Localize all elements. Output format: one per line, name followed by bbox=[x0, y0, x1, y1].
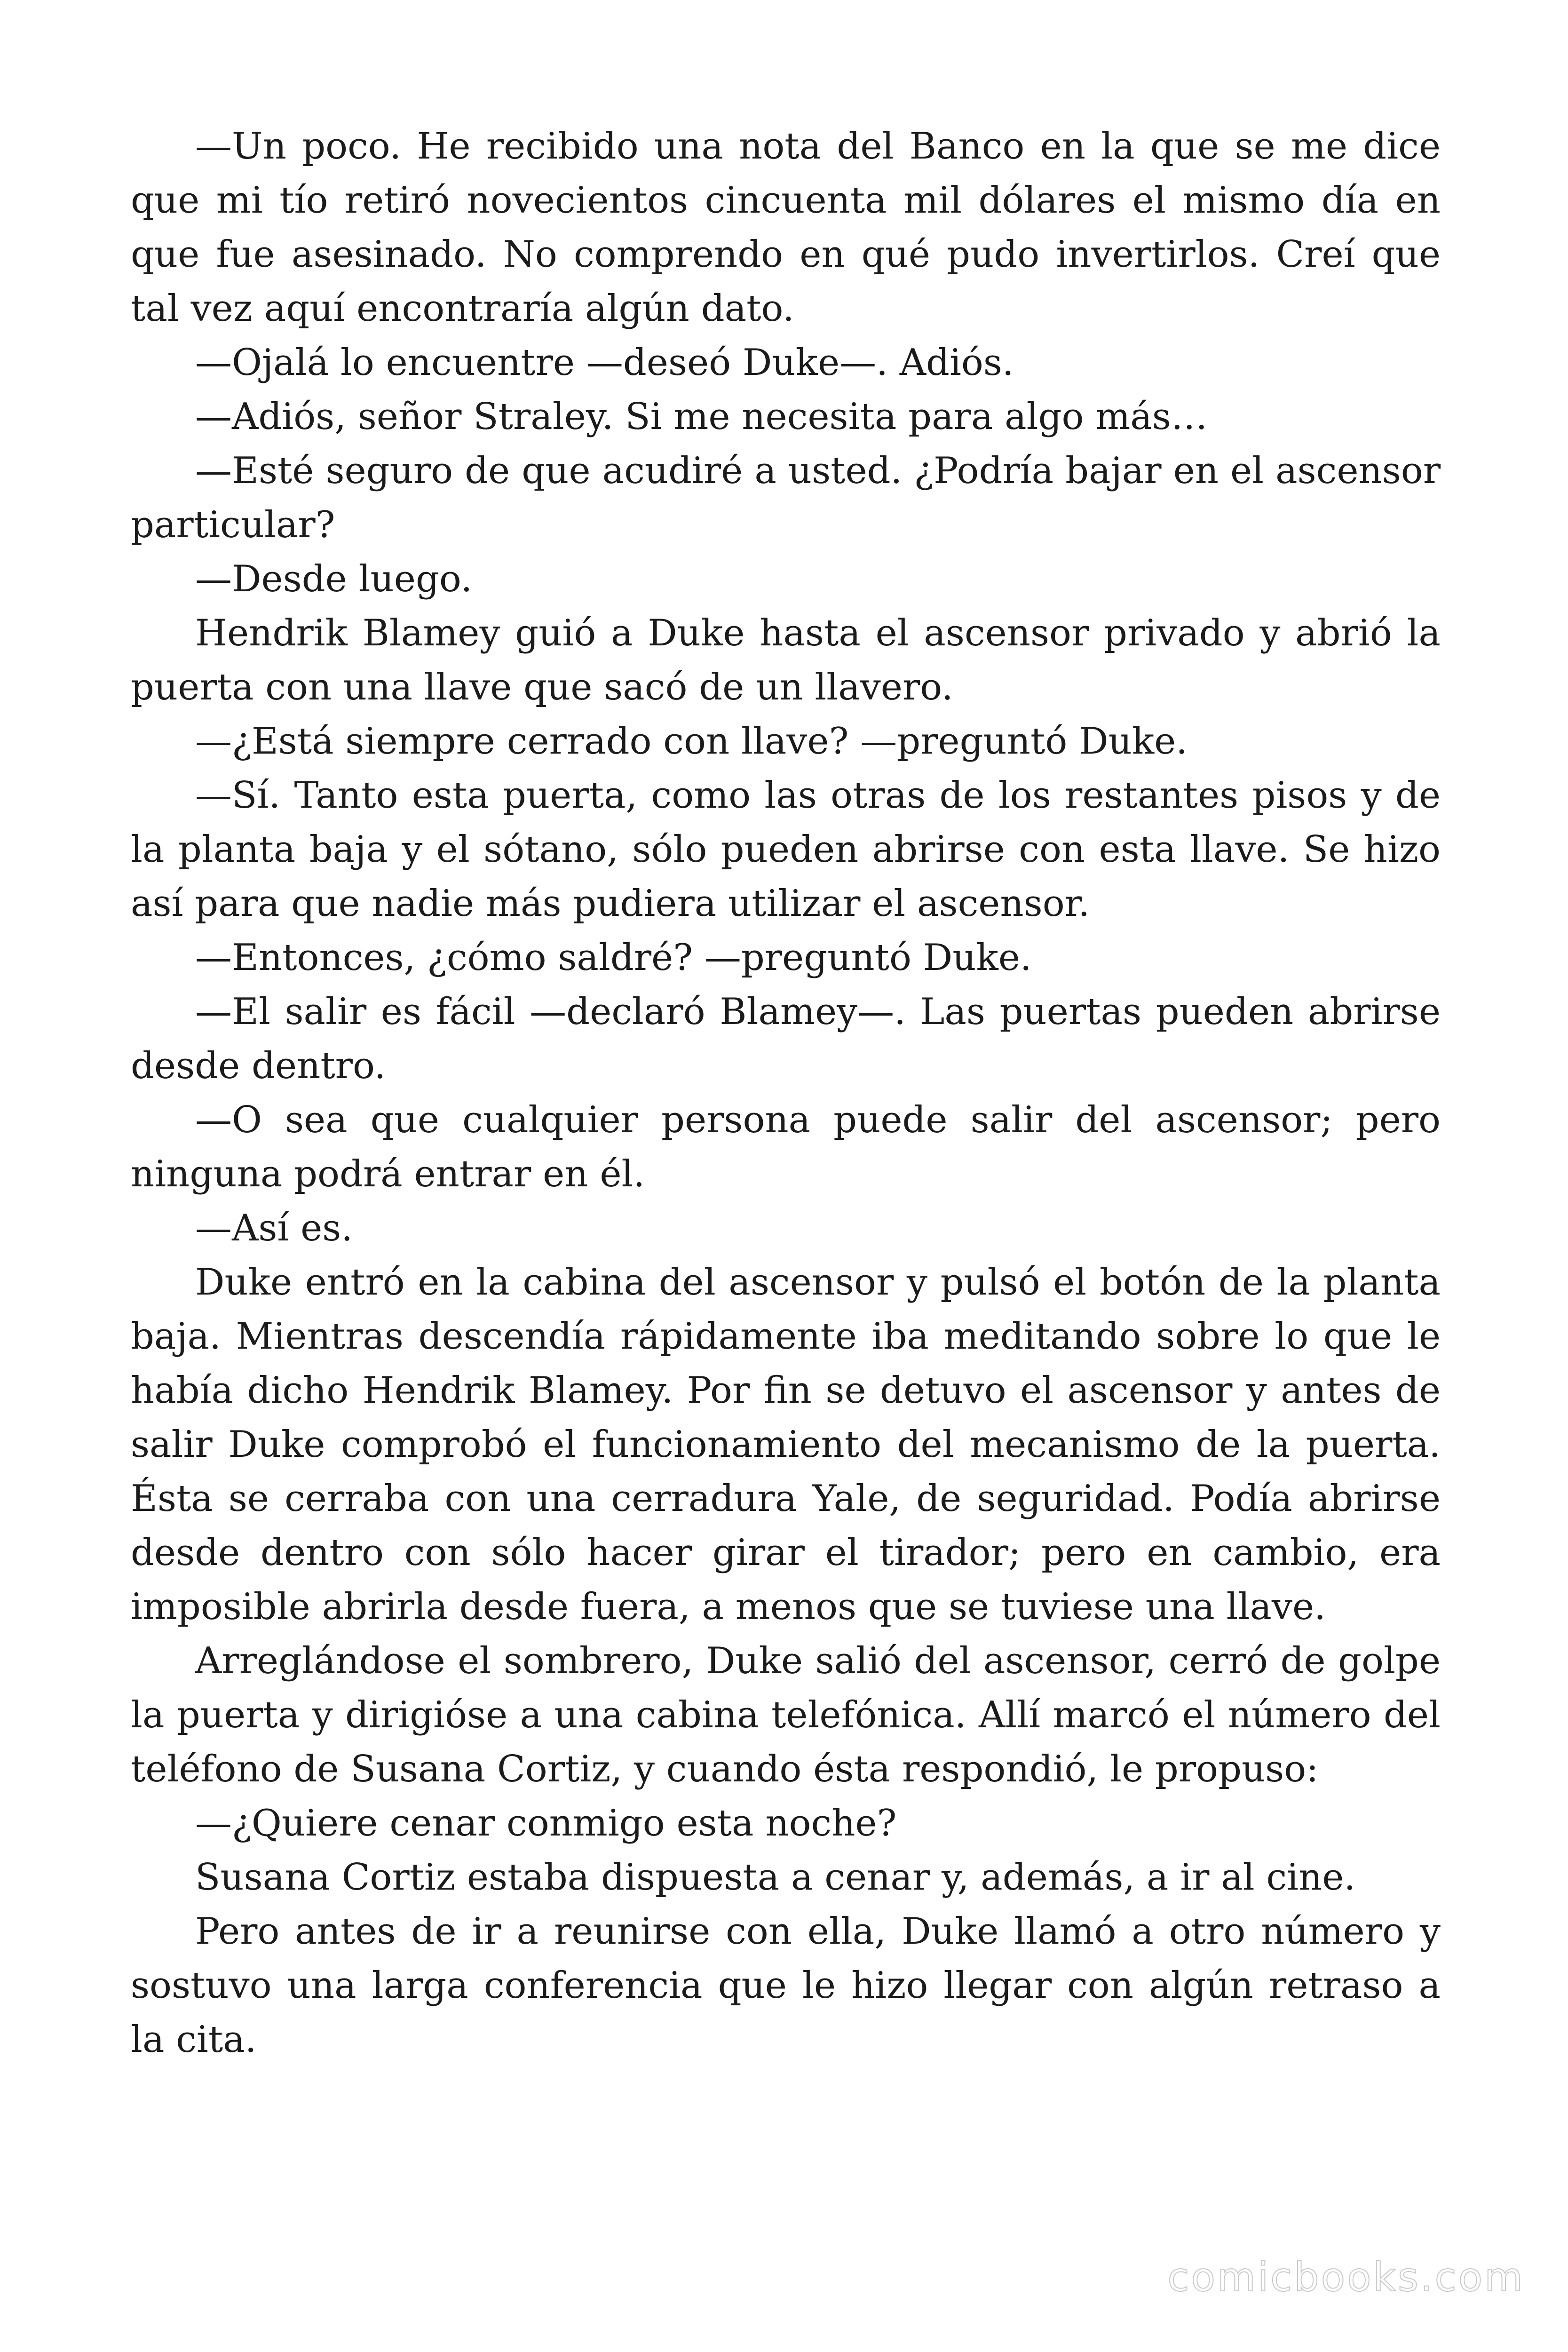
paragraph: —Adiós, señor Straley. Si me necesita para algo más… bbox=[195, 396, 1208, 438]
paragraph: —¿Está siempre cerrado con llave? —preguntó Duke. bbox=[195, 720, 1188, 763]
paragraph: —Así es. bbox=[195, 1207, 353, 1249]
paragraph: —Desde luego. bbox=[195, 558, 473, 600]
paragraph: —Entonces, ¿cómo saldré? —preguntó Duke. bbox=[195, 937, 1032, 979]
paragraph: —El salir es fácil —declaró Blamey—. Las puertas pueden abrirse desde dentro. bbox=[131, 991, 1441, 1087]
paragraph: —¿Quiere cenar conmigo esta noche? bbox=[195, 1802, 897, 1844]
paragraph: —Sí. Tanto esta puerta, como las otras de los restantes pisos y de la planta baja y el sótano, sólo pueden abrirse con esta llave. Se hizo así para que nadie más pudiera utilizar el ascensor. bbox=[131, 774, 1441, 925]
paragraph: —O sea que cualquier persona puede salir del ascensor; pero ninguna podrá entrar en él. bbox=[131, 1099, 1441, 1195]
paragraph: Susana Cortiz estaba dispuesta a cenar y, además, a ir al cine. bbox=[195, 1856, 1356, 1899]
paragraph: —Ojalá lo encuentre —deseó Duke—. Adiós. bbox=[195, 342, 1014, 384]
page-text bbox=[131, 119, 1441, 2067]
paragraph: Duke entró en la cabina del ascensor y pulsó el botón de la planta baja. Mientras descendía rápidamente iba meditando sobre lo que le había dicho Hendrik Blamey. Por fin se detuvo el ascensor y antes de salir Duke comprobó el funcionamiento del mecanismo de la puerta. Ésta se cerraba con una cerradura Yale, de seguridad. Podía abrirse desde dentro con sólo hacer girar el tirador; pero en cambio, era imposible abrirla desde fuera, a menos que se tuviese una llave. bbox=[131, 1261, 1441, 1628]
paragraph: —Esté seguro de que acudiré a usted. ¿Podría bajar en el ascensor particular? bbox=[131, 450, 1441, 546]
paragraph: Arreglándose el sombrero, Duke salió del ascensor, cerró de golpe la puerta y dirigióse a una cabina telefónica. Allí marcó el número del teléfono de Susana Cortiz, y cuando ésta respondió, le propuso: bbox=[131, 1640, 1441, 1790]
watermark: comicbooks.com bbox=[1167, 2254, 1525, 2300]
paragraph: Hendrik Blamey guió a Duke hasta el ascensor privado y abrió la puerta con una llave que sacó de un llavero. bbox=[131, 612, 1441, 708]
paragraph: —Un poco. He recibido una nota del Banco en la que se me dice que mi tío retiró novecientos cincuenta mil dólares el mismo día en que fue asesinado. No comprendo en qué pudo invertirlos. Creí que tal vez aquí encontraría algún dato. bbox=[131, 125, 1441, 330]
paragraph: Pero antes de ir a reunirse con ella, Duke llamó a otro número y sostuvo una larga conferencia que le hizo llegar con algún retraso a la cita. bbox=[131, 1910, 1441, 2061]
